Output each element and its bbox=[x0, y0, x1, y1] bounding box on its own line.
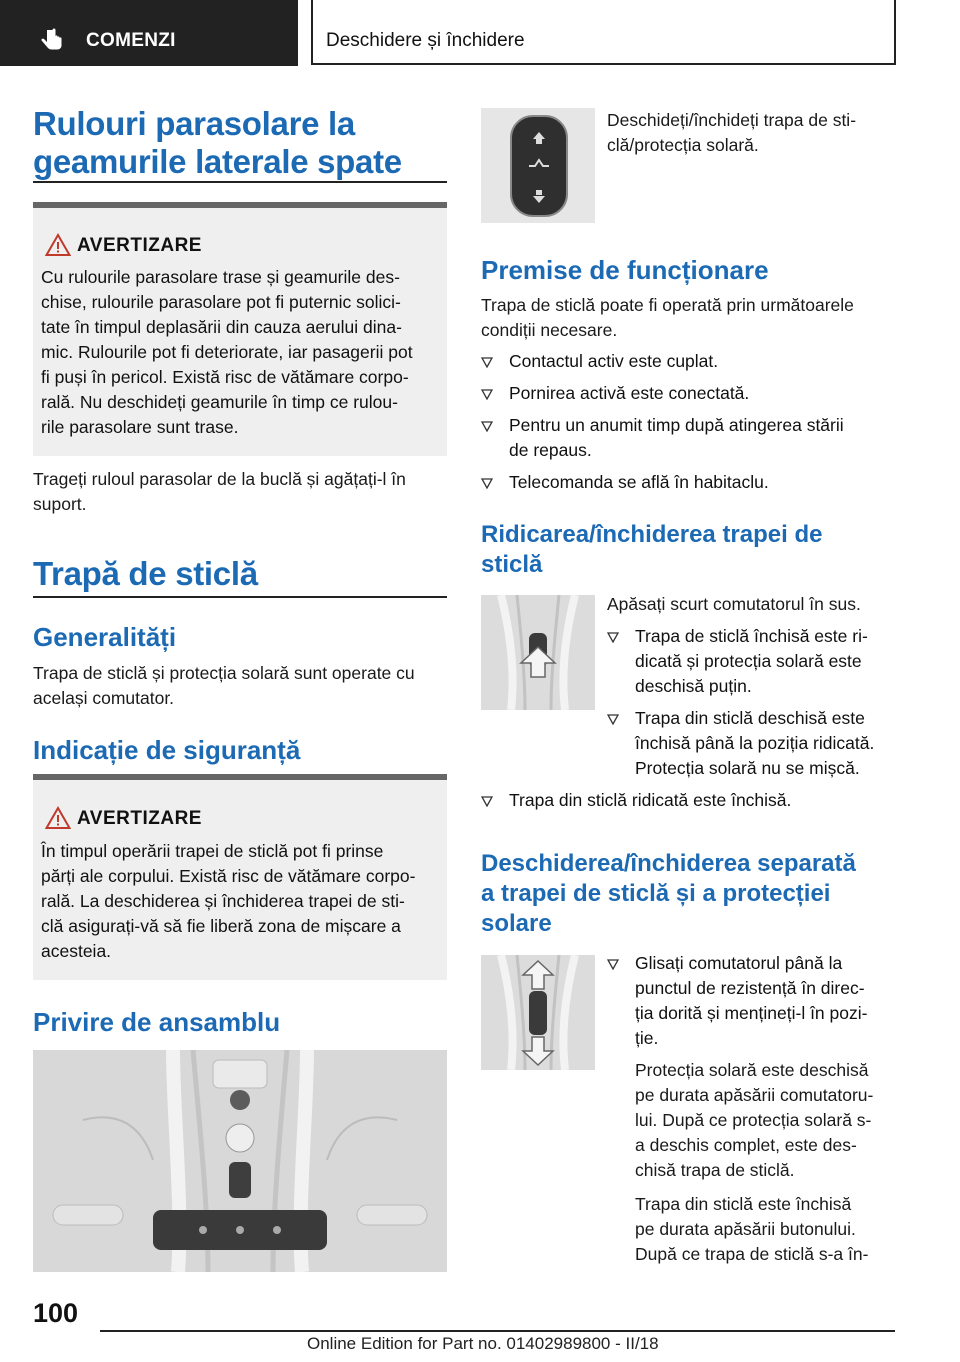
bullet-triangle-icon bbox=[481, 421, 493, 432]
warning-line: acesteia. bbox=[41, 941, 112, 961]
text-line: pe durata apăsării comutatoru- bbox=[635, 1085, 874, 1105]
separate-open-title bbox=[481, 849, 895, 939]
warning-line: Cu rulourile parasolare trase și geamurile des- bbox=[41, 267, 400, 287]
switch-illustration bbox=[481, 108, 595, 223]
switch-description bbox=[607, 108, 897, 158]
warning-line: fi puși în pericol. Există risc de vătămare corpo- bbox=[41, 367, 409, 387]
raise-close-title bbox=[481, 520, 895, 580]
list-item-text: Contactul activ este cuplat. bbox=[509, 351, 719, 371]
text-line: După ce trapa de sticlă s-a în- bbox=[635, 1244, 869, 1264]
warning-line: clă asigurați-vă să fie liberă zona de mișcare a bbox=[41, 916, 401, 936]
hand-pointer-icon bbox=[38, 26, 66, 54]
text-line: Protecția solară nu se mișcă. bbox=[635, 758, 860, 778]
text-line: suport. bbox=[33, 494, 87, 514]
bullet-triangle-icon bbox=[481, 357, 493, 368]
bullet-triangle-icon bbox=[481, 389, 493, 400]
header-right-border bbox=[894, 0, 896, 64]
title-line: solare bbox=[481, 910, 552, 937]
warning-line: tate în timpul deplasării din cauza aerului dina- bbox=[41, 317, 402, 337]
safety-title: Indicație de siguranță bbox=[33, 735, 301, 765]
warning-line: În timpul operării trapei de sticlă pot fi prinse bbox=[41, 841, 384, 861]
list-item-text bbox=[635, 624, 897, 699]
warning-line: părți ale corpului. Există risc de vătămare corpo- bbox=[41, 866, 416, 886]
list-item bbox=[481, 413, 895, 463]
text-line: chisă trapa de sticlă. bbox=[635, 1160, 795, 1180]
text-line: dicată și protecția solară este bbox=[635, 651, 862, 671]
text-line: Trageți ruloul parasolar de la buclă și agățați-l în bbox=[33, 469, 406, 489]
list-item bbox=[481, 788, 895, 813]
warning-text bbox=[41, 265, 441, 440]
text-line: lui. După ce protecția solară s- bbox=[635, 1110, 872, 1130]
text-line: ție. bbox=[635, 1028, 659, 1048]
warning-line: rală. Nu deschideți geamurile în timp ce rulou- bbox=[41, 392, 398, 412]
warning-text bbox=[41, 839, 441, 964]
bullet-triangle-icon bbox=[481, 796, 493, 807]
text-line: de repaus. bbox=[509, 440, 592, 460]
warning-box-sunshade bbox=[33, 202, 447, 456]
footer-rule bbox=[100, 1330, 895, 1332]
heading-rule bbox=[33, 181, 447, 183]
list-item-text bbox=[635, 706, 897, 781]
list-item bbox=[481, 470, 895, 495]
bullet-triangle-icon bbox=[481, 478, 493, 489]
raise-intro: Apăsați scurt comutatorul în sus. bbox=[607, 594, 861, 614]
warning-box-sunroof bbox=[33, 774, 447, 980]
text-line: același comutator. bbox=[33, 688, 175, 708]
list-item-text: Trapa din sticlă ridicată este închisă. bbox=[509, 790, 792, 810]
general-text bbox=[33, 661, 447, 711]
general-title: Generalități bbox=[33, 622, 177, 652]
text-line: a deschis complet, este des- bbox=[635, 1135, 857, 1155]
list-item-text bbox=[635, 951, 897, 1051]
prerequisites-title: Premise de funcționare bbox=[481, 255, 769, 285]
list-item bbox=[481, 349, 895, 374]
header-chapter-title: Deschidere și închidere bbox=[326, 30, 525, 51]
warning-title: AVERTIZARE bbox=[77, 808, 202, 829]
header-section-tab bbox=[0, 0, 298, 66]
list-item bbox=[607, 624, 897, 699]
title-line: Ridicarea/închiderea trapei de bbox=[481, 521, 823, 548]
warning-line: rală. La deschiderea și închiderea trapei de sti- bbox=[41, 891, 405, 911]
slide-switch-illustration bbox=[481, 955, 595, 1070]
list-item bbox=[607, 706, 897, 781]
text-line: Trapa din sticlă este închisă bbox=[635, 1194, 852, 1214]
sunshade-title-line1: Rulouri parasolare la bbox=[33, 105, 355, 142]
overview-illustration bbox=[33, 1050, 447, 1272]
prerequisites-text bbox=[481, 293, 895, 343]
text-line: Pentru un anumit timp după atingerea stării bbox=[509, 415, 844, 435]
text-line: Deschideți/închideți trapa de sti- bbox=[607, 110, 857, 130]
warning-line: chise, rulourile parasolare pot fi puternic solici- bbox=[41, 292, 401, 312]
bullet-triangle-icon bbox=[607, 959, 619, 970]
warning-triangle-icon bbox=[45, 233, 71, 257]
text-line: închisă până la poziția ridicată. bbox=[635, 733, 875, 753]
text-line: Trapa de sticlă poate fi operată prin următoarele bbox=[481, 295, 854, 315]
text-line: Trapa de sticlă și protecția solară sunt operate cu bbox=[33, 663, 415, 683]
pull-instruction bbox=[33, 467, 447, 517]
text-line: ția dorită și mențineți-l în pozi- bbox=[635, 1003, 868, 1023]
bullet-triangle-icon bbox=[607, 714, 619, 725]
list-item-text: Telecomanda se află în habitaclu. bbox=[509, 472, 769, 492]
warning-title: AVERTIZARE bbox=[77, 235, 202, 256]
sunshade-heading bbox=[33, 105, 447, 181]
text-line: Glisați comutatorul până la bbox=[635, 953, 843, 973]
bullet-triangle-icon bbox=[607, 632, 619, 643]
sunroof-title: Trapă de sticlă bbox=[33, 555, 258, 592]
title-line: sticlă bbox=[481, 551, 543, 578]
footer-edition: Online Edition for Part no. 01402989800 - II/18 bbox=[307, 1334, 659, 1353]
list-item-text: Pornirea activă este conectată. bbox=[509, 383, 750, 403]
sunshade-title-line2: geamurile laterale spate bbox=[33, 143, 402, 180]
header-section-label: COMENZI bbox=[86, 30, 176, 51]
text-line: deschisă puțin. bbox=[635, 676, 752, 696]
title-line: Deschiderea/închiderea separată bbox=[481, 850, 856, 877]
header-divider bbox=[311, 0, 313, 64]
warning-line: mic. Rulourile pot fi deteriorate, iar pasagerii pot bbox=[41, 342, 413, 362]
heading-rule bbox=[33, 596, 447, 598]
text-line: Trapa din sticlă deschisă este bbox=[635, 708, 865, 728]
title-line: a trapei de sticlă și a protecției bbox=[481, 880, 831, 907]
raise-switch-illustration bbox=[481, 595, 595, 710]
page-number: 100 bbox=[33, 1298, 79, 1328]
text-line: Trapa de sticlă închisă este ri- bbox=[635, 626, 868, 646]
warning-triangle-icon bbox=[45, 806, 71, 830]
overview-title: Privire de ansamblu bbox=[33, 1007, 281, 1037]
text-line: condiții necesare. bbox=[481, 320, 618, 340]
warning-line: rile parasolare sunt trase. bbox=[41, 417, 239, 437]
list-item bbox=[607, 951, 897, 1051]
text-line: Protecția solară este deschisă bbox=[635, 1060, 869, 1080]
list-item bbox=[481, 381, 895, 406]
header-underline bbox=[311, 63, 896, 65]
text-line: punctul de rezistență în direc- bbox=[635, 978, 865, 998]
list-item-text bbox=[509, 413, 895, 463]
text-line: pe durata apăsării butonului. bbox=[635, 1219, 856, 1239]
text-line: clă/protecția solară. bbox=[607, 135, 759, 155]
separate-para-shade bbox=[635, 1058, 897, 1183]
separate-para-glass bbox=[635, 1192, 897, 1267]
